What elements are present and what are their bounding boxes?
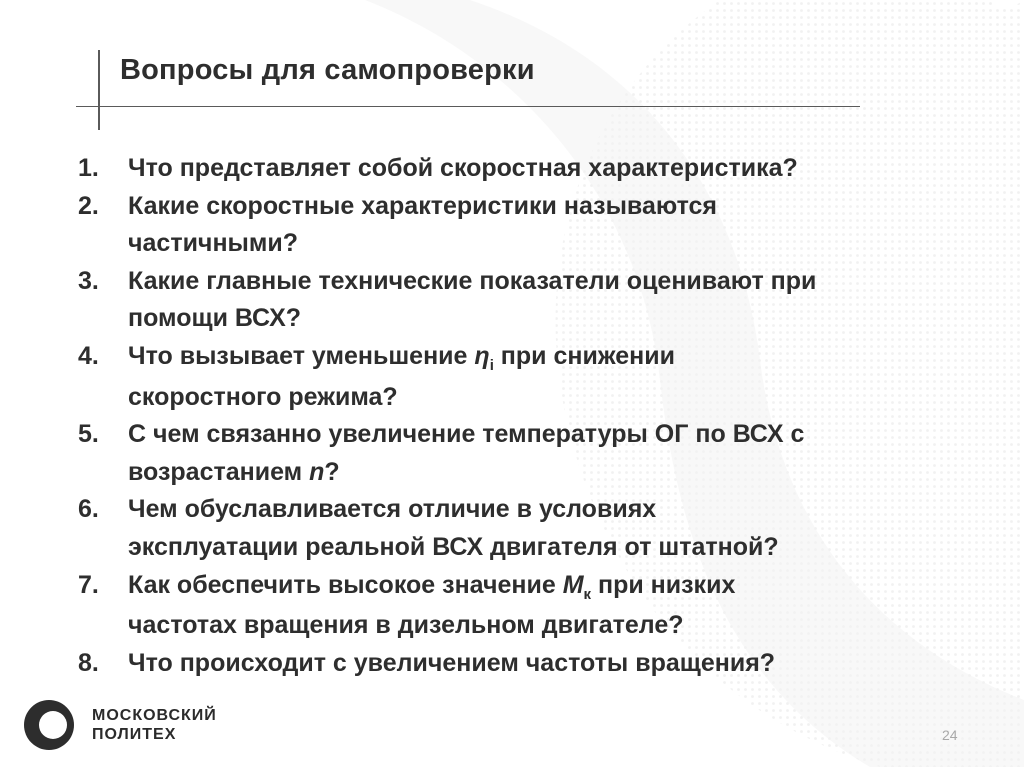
question-text: Как обеспечить высокое значение [128, 570, 563, 599]
question-8 [78, 645, 998, 683]
question-text: при низких [591, 570, 736, 599]
question-text: возрастанием [128, 457, 310, 486]
logo-ring-icon [24, 700, 74, 750]
question-text-line: Какие скоростные характеристики называются [128, 191, 718, 220]
symbol-eta: η [474, 341, 490, 370]
question-4 [78, 338, 998, 416]
question-text-line: С чем связанно увеличение температуры ОГ по ВСХ с [128, 420, 805, 449]
questions-list [78, 150, 998, 682]
question-1 [78, 150, 998, 188]
slide-title: Вопросы для самопроверки [120, 54, 535, 86]
question-7 [78, 567, 998, 645]
symbol-m: M [562, 570, 584, 599]
question-3 [78, 263, 998, 338]
symbol-n: n [309, 457, 325, 486]
question-5 [78, 416, 998, 491]
logo [24, 700, 217, 750]
logo-line-1: МОСКОВСКИЙ [92, 707, 217, 724]
title-horizontal-rule [76, 106, 860, 107]
question-text: Что представляет собой скоростная характеристика? [128, 154, 798, 182]
question-number: 2. [78, 191, 99, 220]
question-text-line: частичными? [128, 229, 299, 258]
question-number: 5. [78, 420, 99, 449]
question-text-line: Какие главные технические показатели оценивают при [128, 266, 817, 295]
question-number: 6. [78, 495, 99, 524]
question-text-line: частотах вращения в дизельном двигателе? [128, 611, 684, 640]
question-number: 1. [78, 154, 99, 182]
page-number: 24 [942, 727, 958, 743]
title-vertical-rule [98, 50, 100, 130]
question-text: Что происходит с увеличением частоты вращения? [128, 648, 776, 677]
question-text: ? [324, 457, 340, 486]
question-text-line: скоростного режима? [128, 382, 398, 411]
question-text: при снижении [493, 341, 675, 370]
question-6 [78, 491, 998, 566]
question-number: 4. [78, 341, 99, 370]
symbol-subscript: к [583, 585, 592, 603]
question-text: Что вызывает уменьшение [128, 341, 475, 370]
question-2 [78, 188, 998, 263]
question-text-line: помощи ВСХ? [128, 304, 302, 333]
symbol-subscript: i [489, 356, 494, 374]
question-text-line: Чем обуславливается отличие в условиях [128, 495, 657, 524]
question-text-line: эксплуатации реальной ВСХ двигателя от штатной? [128, 532, 779, 561]
question-number: 3. [78, 266, 99, 295]
logo-line-2: ПОЛИТЕХ [92, 726, 177, 743]
question-number: 8. [78, 648, 99, 677]
question-number: 7. [78, 570, 99, 599]
